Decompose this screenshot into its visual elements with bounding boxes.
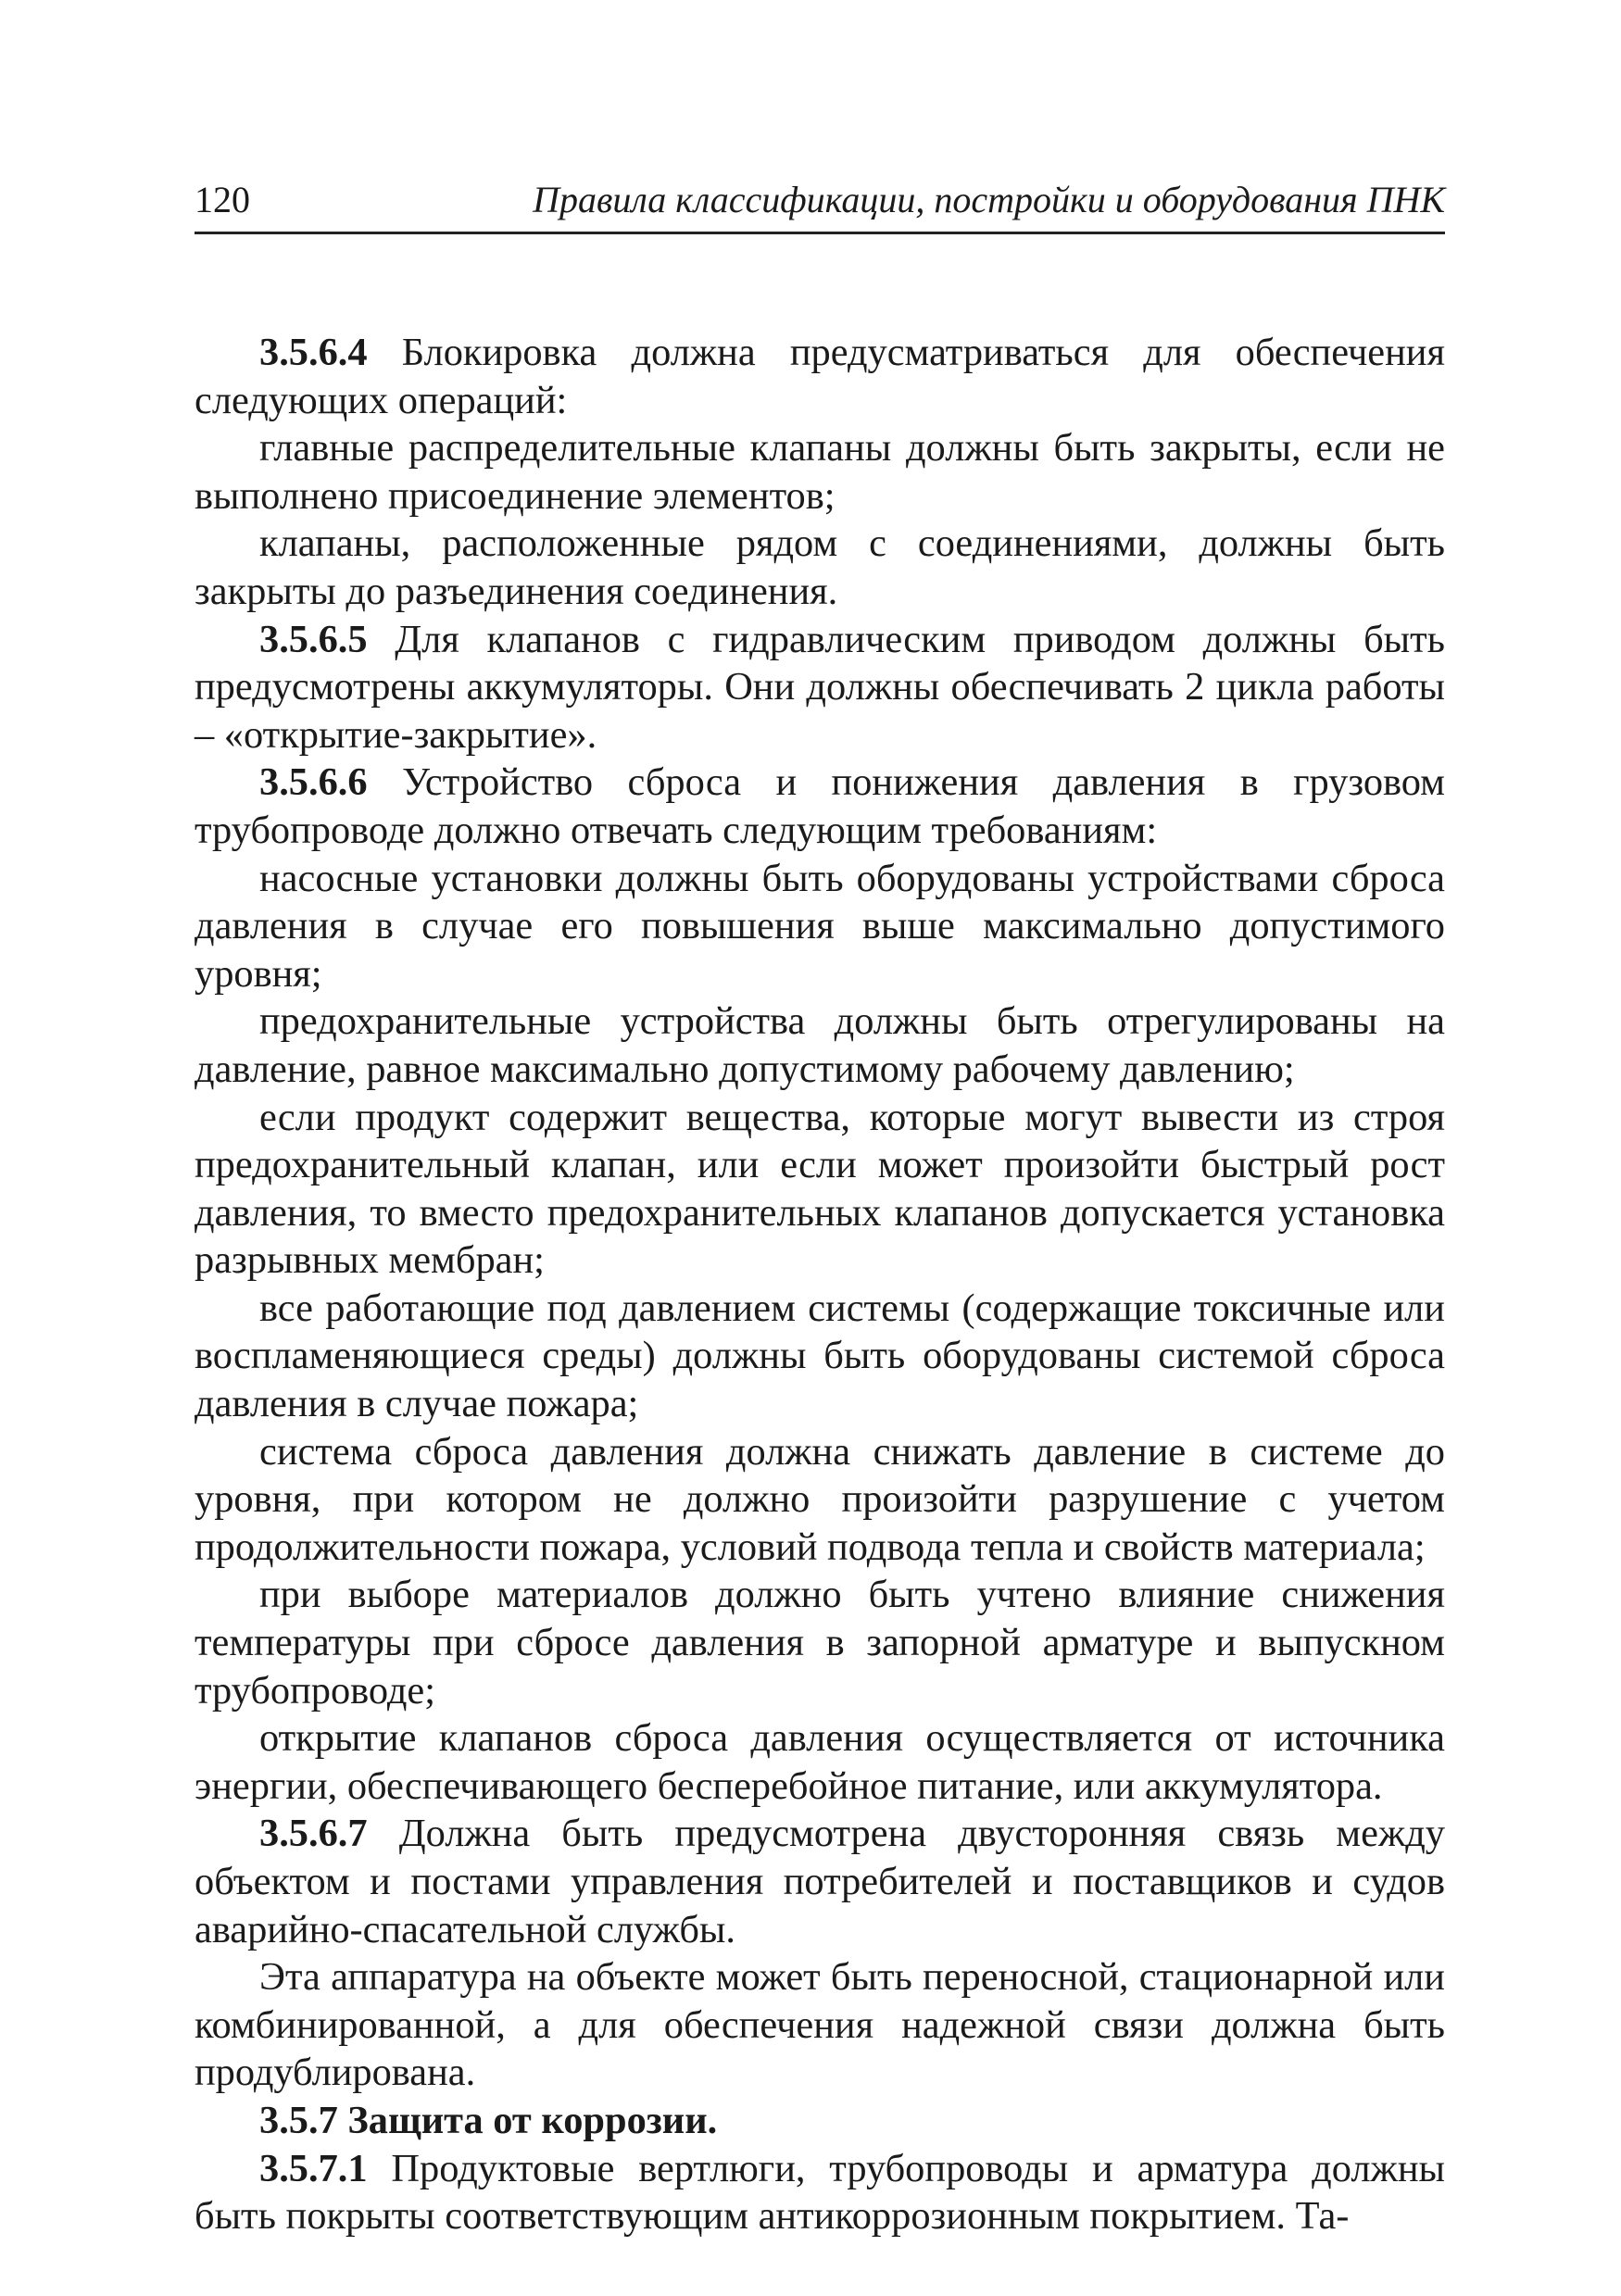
page-header xyxy=(195,176,1445,234)
list-item xyxy=(195,1094,1445,1285)
paragraph-3-5-7-1 xyxy=(195,2145,1445,2240)
paragraph-3-5-6-6 xyxy=(195,759,1445,854)
section-number: 3.5.6.7 xyxy=(259,1812,368,1856)
list-item xyxy=(195,520,1445,615)
section-number: 3.5.7.1 xyxy=(259,2146,368,2190)
paragraph-text: насосные установки должны быть оборудованы устройствами сброса давления в случае его повышения выше максимально допустимого уровня; xyxy=(195,856,1445,996)
list-item xyxy=(195,424,1445,520)
section-heading: 3.5.7 Защита от коррозии. xyxy=(259,2098,718,2142)
paragraph-text: Устройство сброса и понижения давления в грузовом трубопроводе должно отвечать следующим требованиям: xyxy=(195,760,1445,852)
paragraph-text: Продуктовые вертлюги, трубопроводы и арматура должны быть покрыты соответствующим антикоррозионным покрытием. Та- xyxy=(195,2146,1445,2239)
paragraph-text: главные распределительные клапаны должны быть закрыты, если не выполнено присоединение элементов; xyxy=(195,426,1445,518)
section-number: 3.5.6.5 xyxy=(259,617,368,661)
paragraph-text: Блокировка должна предусматриваться для обеспечения следующих операций: xyxy=(195,331,1445,422)
paragraph-text: при выборе материалов должно быть учтено влияние снижения температуры при сбросе давления в запорной арматуре и выпускном трубопроводе; xyxy=(195,1573,1445,1713)
paragraph-text: Должна быть предусмотрена двусторонняя связь между объектом и постами управления потребителей и поставщиков и судов аварийно-спасательной службы. xyxy=(195,1812,1445,1951)
document-body xyxy=(195,329,1445,2240)
list-item xyxy=(195,1285,1445,1428)
paragraph-text: все работающие под давлением системы (содержащие токсичные или воспламеняющиеся среды) должны быть оборудованы системой сброса давления в случае пожара; xyxy=(195,1286,1445,1426)
paragraph-text: Эта аппаратура на объекте может быть переносной, стационарной или комбинированной, а для обеспечения надежной связи должна быть продублирована. xyxy=(195,1955,1445,2095)
page-number: 120 xyxy=(195,179,250,220)
paragraph-text: клапаны, расположенные рядом с соединениями, должны быть закрыты до разъединения соединения. xyxy=(195,521,1445,613)
list-item xyxy=(195,1428,1445,1572)
paragraph-text: если продукт содержит вещества, которые могут вывести из строя предохранительный клапан, или если может произойти быстрый рост давления, то вместо предохранительных клапанов допускается установка разрывных мембран; xyxy=(195,1095,1445,1283)
section-number: 3.5.6.6 xyxy=(259,760,368,805)
paragraph-text: открытие клапанов сброса давления осуществляется от источника энергии, обеспечивающего бесперебойное питание, или аккумулятора. xyxy=(195,1716,1445,1808)
paragraph-3-5-6-4 xyxy=(195,329,1445,424)
paragraph-3-5-6-5 xyxy=(195,616,1445,759)
paragraph xyxy=(195,1953,1445,2097)
section-heading-3-5-7 xyxy=(195,2097,1445,2145)
list-item xyxy=(195,1714,1445,1810)
list-item xyxy=(195,855,1445,998)
list-item xyxy=(195,997,1445,1093)
paragraph-text: Для клапанов с гидравлическим приводом должны быть предусмотрены аккумуляторы. Они должны обеспечивать 2 цикла работы – «открытие-закрытие». xyxy=(195,617,1445,757)
paragraph-3-5-6-7 xyxy=(195,1810,1445,1953)
paragraph-text: предохранительные устройства должны быть отрегулированы на давление, равное максимально допустимому рабочему давлению; xyxy=(195,999,1445,1091)
list-item xyxy=(195,1571,1445,1714)
running-title: Правила классификации, постройки и оборудования ПНК xyxy=(533,179,1445,220)
paragraph-text: система сброса давления должна снижать давление в системе до уровня, при котором не должно произойти разрушение с учетом продолжительности пожара, условий подвода тепла и свойств материала; xyxy=(195,1429,1445,1569)
section-number: 3.5.6.4 xyxy=(259,331,368,374)
